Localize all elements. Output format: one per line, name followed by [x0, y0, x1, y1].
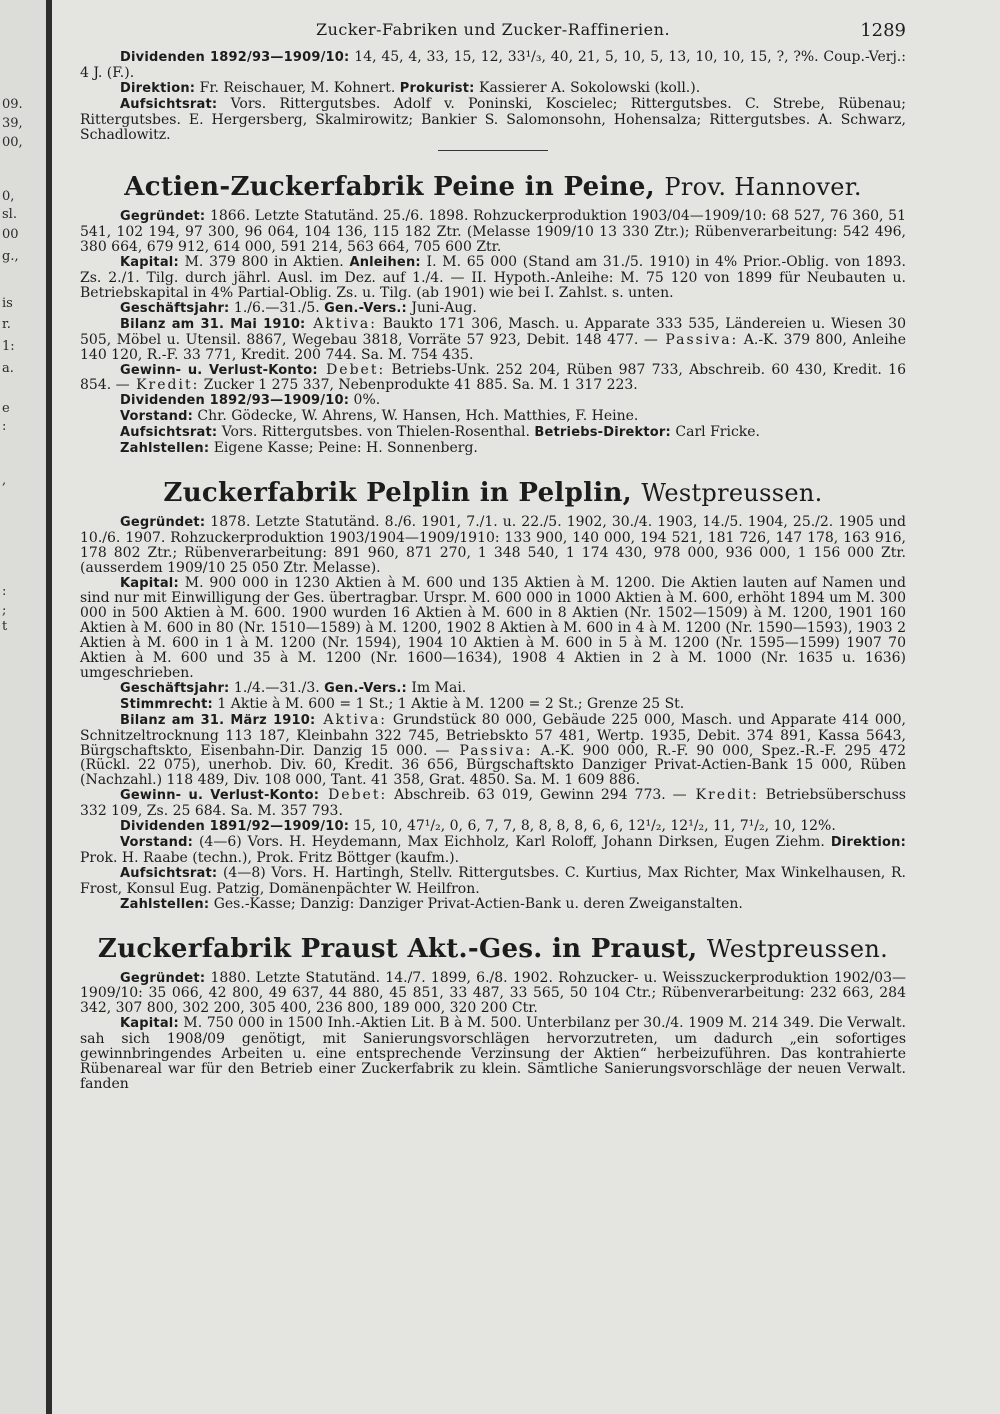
entry-paragraph [80, 97, 906, 143]
entry-paragraph [80, 301, 906, 317]
company-name: Zuckerfabrik Pelplin in Pelplin, [163, 477, 642, 508]
field-label: Kapital: [120, 1016, 179, 1032]
section-divider [438, 150, 548, 151]
field-text: 1./4.—31./3. [229, 679, 325, 696]
entry-paragraph [80, 317, 906, 363]
company-title [80, 171, 906, 203]
field-text: Betriebs-Unk. 252 204, Rüben 987 733, Abschreib. 60 430, Kredit. 16 854. — [80, 361, 906, 394]
entry-paragraph [80, 697, 906, 713]
company-location: Westpreussen. [641, 478, 823, 507]
company-entry [80, 477, 906, 913]
field-label: Kapital: [120, 255, 179, 271]
field-label: Geschäftsjahr: [120, 300, 230, 316]
field-text: M. 900 000 in 1230 Aktien à M. 600 und 135 Aktien à M. 1200. Die Aktien lauten auf Namen und sind nur mit Einwilligung der Ges. übertragbar. Urspr. M. 600 000 in 1000 Aktien à M. 600, erhöht 1894 um M. 300 000 in 500 Aktien à M. 600. 1900 wurden 16 Aktien à M. 600 in 8 Aktien (Nr. 1502—1509) à M. 1200, 1901 160 Aktien à M. 600 in 80 (Nr. 1510—1589) à M. 1200, 1902 8 Aktien à M. 600 in 4 à M. 1200 (Nr. 1590—1593), 1903 2 Aktien à M. 600 in 1 à M. 1200 (Nr. 1594), 1904 10 Aktien à M. 600 in 5 à M. 1200 (Nr. 1595—1599) 1907 70 Aktien à M. 600 und 35 à M. 1200 (Nr. 1600—1634), 1908 4 Aktien in 2 à M. 1000 (Nr. 1635 u. 1636) umgeschrieben. [80, 574, 906, 681]
field-label: Aufsichtsrat: [120, 865, 218, 881]
field-text: Abschreib. 63 019, Gewinn 294 773. — [387, 787, 687, 804]
company-title [80, 477, 906, 509]
spaced-subheading: Aktiva: [315, 711, 388, 728]
binding-rule [46, 0, 52, 1414]
gutter-fragment: g., [2, 249, 19, 264]
gutter-fragment: 39, [2, 116, 23, 131]
company-title [80, 933, 906, 965]
page-content [80, 50, 906, 1092]
company-location: Prov. Hannover. [664, 173, 862, 202]
entry-paragraph [80, 425, 906, 441]
company-location: Westpreussen. [706, 934, 889, 963]
field-label: Gegründet: [120, 514, 206, 530]
field-label: Prokurist: [399, 80, 475, 96]
gutter-fragment: : [2, 419, 7, 434]
gutter-fragment: 00, [2, 135, 23, 150]
field-label: Dividenden 1892/93—1909/10: [120, 50, 350, 65]
field-text: 1 Aktie à M. 600 = 1 St.; 1 Aktie à M. 1200 = 2 St.; Grenze 25 St. [212, 695, 685, 712]
spaced-subheading: Passiva: [449, 742, 533, 759]
field-text: Baukto 171 306, Masch. u. Apparate 333 535, Ländereien u. Wiesen 30 505, Möbel u. Utensil. 8867, Wegebau 3818, Vorräte 57 923, Debit. 148 477. — [80, 315, 906, 348]
field-label: Gewinn- u. Verlust-Konto: [120, 788, 320, 804]
field-text: Betriebsüberschuss 332 109, Zs. 25 684. Sa. M. 357 793. [80, 787, 906, 820]
field-label: Zahlstellen: [120, 896, 210, 912]
document-page [80, 20, 906, 1092]
field-text: A.-K. 900 000, R.-F. 90 000, Spez.-R.-F. 295 472 (Rückl. 22 075), unerhob. Div. 60, Kredit. 36 656, Bürgschaftskto Danziger Privat-Actien-Bank 15 000, Rüben (Nachzahl.) 118 489, Div. 108 000, Tant. 41 358, Grat. 4850. Sa. M. 1 609 886. [80, 742, 906, 789]
spaced-subheading: Passiva: [657, 331, 739, 348]
gutter-fragment: 09. [2, 97, 23, 112]
field-text: 1878. Letzte Statutänd. 8./6. 1901, 7./1. u. 22./5. 1902, 30./4. 1903, 14./5. 1904, 25./2. 1905 und 10./6. 1907. Rohzuckerproduktion 1903/1904—1909/1910: 133 900, 140 000, 194 521, 181 726, 147 178, 163 916, 178 802 Ztr.; Rübenverarbeitung: 891 960, 871 270, 1 348 540, 1 174 430, 978 000, 936 000, 1 156 000 Ztr. (ausserdem 1909/10 25 050 Ztr. Melasse). [80, 513, 906, 576]
field-label: Gen.-Vers.: [324, 680, 407, 696]
field-label: Dividenden 1892/93—1909/10: [120, 393, 350, 409]
spaced-subheading: Debet: [319, 787, 388, 804]
gutter-fragment: 1: [2, 339, 15, 354]
company-entry [80, 50, 906, 142]
entry-paragraph [80, 209, 906, 255]
field-text: Fr. Reischauer, M. Kohnert. [195, 79, 400, 96]
field-label: Vorstand: [120, 834, 193, 850]
field-label: Gen.-Vers.: [324, 300, 407, 316]
field-text: Kassierer A. Sokolowski (koll.). [474, 79, 701, 96]
field-text: I. M. 65 000 (Stand am 31./5. 1910) in 4% Prior.-Oblig. von 1893. Zs. 2./1. Tilg. durch jährl. Ausl. im Dez. auf 1./4. — II. Hypoth.-Anleihe: M. 75 120 von 1899 für Neubauten u. Betriebskapital in 4% Partial-Oblig. Zs. u. Tilg. (ab 1901) wie bei I. Zahlst. s. unten. [80, 254, 906, 301]
field-text: 0%. [349, 392, 381, 409]
entry-paragraph [80, 788, 906, 819]
field-text: A.-K. 379 800, Anleihe 140 120, R.-F. 33 771, Kredit. 200 744. Sa. M. 754 435. [80, 331, 906, 363]
field-label: Bilanz am 31. Mai 1910: [120, 316, 306, 332]
gutter-fragment: , [2, 473, 7, 488]
field-label: Dividenden 1891/92—1909/10: [120, 819, 350, 835]
field-text: Prok. H. Raabe (techn.), Prok. Fritz Böttger (kaufm.). [80, 849, 460, 866]
field-text: Zucker 1 275 337, Nebenprodukte 41 885. Sa. M. 1 317 223. [199, 377, 638, 394]
left-gutter-previous-page [0, 0, 50, 1414]
field-label: Zahlstellen: [120, 441, 210, 457]
field-text: M. 379 800 in Aktien. [178, 254, 350, 271]
gutter-fragment: 00 [2, 227, 19, 242]
field-label: Vorstand: [120, 409, 193, 425]
field-text: Vors. Rittergutsbes. von Thielen-Rosenthal. [217, 424, 535, 441]
field-label: Stimmrecht: [120, 696, 213, 712]
entry-paragraph [80, 819, 906, 835]
field-text: Vors. Rittergutsbes. Adolf v. Poninski, Koscielec; Rittergutsbes. C. Strebe, Rübenau; Rittergutsbes. E. Hergersberg, Skalmirowitz; Bankier S. Salomonsohn, Hohensalza; Rittergutsbes. A. Schwarz, Schadlowitz. [80, 95, 906, 143]
field-label: Geschäftsjahr: [120, 680, 230, 696]
field-text: 14, 45, 4, 33, 15, 12, 33¹/₃, 40, 21, 5, 10, 5, 13, 10, 10, 15, ?, ?%. Coup.-Verj.: 4 J. (F.). [80, 49, 906, 81]
entry-paragraph [80, 255, 906, 301]
field-text: Juni-Aug. [406, 299, 477, 316]
entry-paragraph [80, 713, 906, 789]
field-text: 1./6.—31./5. [229, 299, 325, 316]
entry-paragraph [80, 681, 906, 697]
field-label: Anleihen: [349, 255, 421, 271]
gutter-fragment: is [2, 296, 13, 311]
entry-paragraph [80, 866, 906, 897]
entry-paragraph [80, 897, 906, 913]
entry-paragraph [80, 971, 906, 1017]
field-text: Grundstück 80 000, Gebäude 225 000, Masch. und Apparate 414 000, Schnitzeltrocknung 113 187, Kleinbahn 322 745, Betriebskto 57 481, Wertp. 1935, Debit. 374 891, Kassa 5643, Bürgschaftskto, Eisenbahn-Dir. Danzig 15 000. — [80, 711, 907, 759]
field-label: Kapital: [120, 575, 179, 591]
running-header [80, 20, 906, 50]
field-text: (4—6) Vors. H. Heydemann, Max Eichholz, Karl Roloff, Johann Dirksen, Eugen Ziehm. [192, 833, 831, 850]
entry-paragraph [80, 393, 906, 409]
gutter-fragment: 0, [2, 189, 15, 204]
field-label: Direktion: [830, 834, 906, 850]
field-text: 1866. Letzte Statutänd. 25./6. 1898. Rohzuckerproduktion 1903/04—1909/10: 68 527, 76 360, 51 541, 102 194, 97 300, 96 064, 104 136, 115 182 Ztr. (Melasse 1909/10 13 330 Ztr.); Rübenverarbeitung: 542 496, 380 664, 679 912, 614 000, 591 214, 563 664, 705 600 Ztr. [80, 208, 906, 256]
page-number: 1289 [860, 20, 906, 41]
entry-paragraph [80, 409, 906, 425]
gutter-fragment: e [2, 401, 10, 416]
field-text: M. 750 000 in 1500 Inh.-Aktien Lit. B à M. 500. Unterbilanz per 30./4. 1909 M. 214 349. Die Verwalt. sah sich 1908/09 genötigt, mit Sanierungsvorschlägen hervorzutreten, um dadurch „ein sofortiges gewinnbringendes Arbeiten u. eine entsprechende Verzinsung der Aktien“ herbeizuführen. Das kontrahierte Rübenareal war für den Betrieb einer Zuckerfabrik zu klein. Sämtliche Sanierungsvorschläge der neuen Verwalt. fanden [80, 1015, 906, 1092]
entry-paragraph [80, 81, 906, 97]
spaced-subheading: Aktiva: [305, 315, 377, 332]
company-name: Actien-Zuckerfabrik Peine in Peine, [124, 172, 665, 203]
field-text: 15, 10, 47¹/₂, 0, 6, 7, 7, 8, 8, 8, 8, 6, 6, 12¹/₂, 12¹/₂, 11, 7¹/₂, 10, 12%. [349, 818, 836, 835]
company-entry [80, 933, 906, 1092]
field-label: Betriebs-Direktor: [534, 425, 671, 441]
field-text: Chr. Gödecke, W. Ahrens, W. Hansen, Hch. Matthies, F. Heine. [192, 408, 639, 425]
field-label: Aufsichtsrat: [120, 425, 218, 441]
company-name: Zuckerfabrik Praust Akt.-Ges. in Praust, [97, 933, 707, 964]
field-text: Carl Fricke. [670, 424, 761, 441]
entry-paragraph [80, 576, 906, 681]
entry-paragraph [80, 441, 906, 457]
spaced-subheading: Kredit: [129, 377, 200, 394]
running-title: Zucker-Fabriken und Zucker-Raffinerien. [315, 20, 671, 39]
field-label: Gegründet: [120, 970, 206, 986]
field-label: Bilanz am 31. März 1910: [120, 712, 316, 728]
entry-paragraph [80, 835, 906, 866]
gutter-fragment: r. [2, 317, 11, 332]
gutter-fragment: a. [2, 361, 14, 376]
spaced-subheading: Debet: [317, 361, 386, 378]
field-label: Gewinn- u. Verlust-Konto: [120, 362, 318, 378]
field-text: Eigene Kasse; Peine: H. Sonnenberg. [209, 440, 478, 457]
gutter-fragment: sl. [2, 207, 17, 222]
spaced-subheading: Kredit: [686, 787, 759, 804]
field-label: Direktion: [120, 80, 196, 96]
field-text: (4—8) Vors. H. Hartingh, Stellv. Rittergutsbes. C. Kurtius, Max Richter, Max Winkelhausen, R. Frost, Konsul Eug. Patzig, Domänenpächter W. Heilfron. [80, 864, 906, 897]
field-text: Ges.-Kasse; Danzig: Danziger Privat-Actien-Bank u. deren Zweiganstalten. [209, 895, 743, 912]
gutter-fragment: ; [2, 603, 7, 618]
field-text: 1880. Letzte Statutänd. 14./7. 1899, 6./8. 1902. Rohzucker- u. Weisszuckerproduktion 1902/03—1909/10: 35 066, 42 800, 49 637, 44 880, 45 851, 33 487, 33 565, 50 104 Ctr.; Rübenverarbeitung: 232 663, 284 342, 307 800, 302 200, 305 400, 236 800, 189 000, 320 200 Ctr. [80, 969, 906, 1017]
field-label: Gegründet: [120, 209, 206, 225]
entry-paragraph [80, 515, 906, 576]
company-entry [80, 171, 906, 457]
field-text: Im Mai. [406, 679, 467, 696]
field-label: Aufsichtsrat: [120, 96, 218, 112]
gutter-fragment: t [2, 619, 8, 634]
gutter-fragment: : [2, 584, 7, 599]
entry-paragraph [80, 1016, 906, 1092]
entry-paragraph [80, 363, 906, 394]
entry-paragraph [80, 50, 906, 81]
